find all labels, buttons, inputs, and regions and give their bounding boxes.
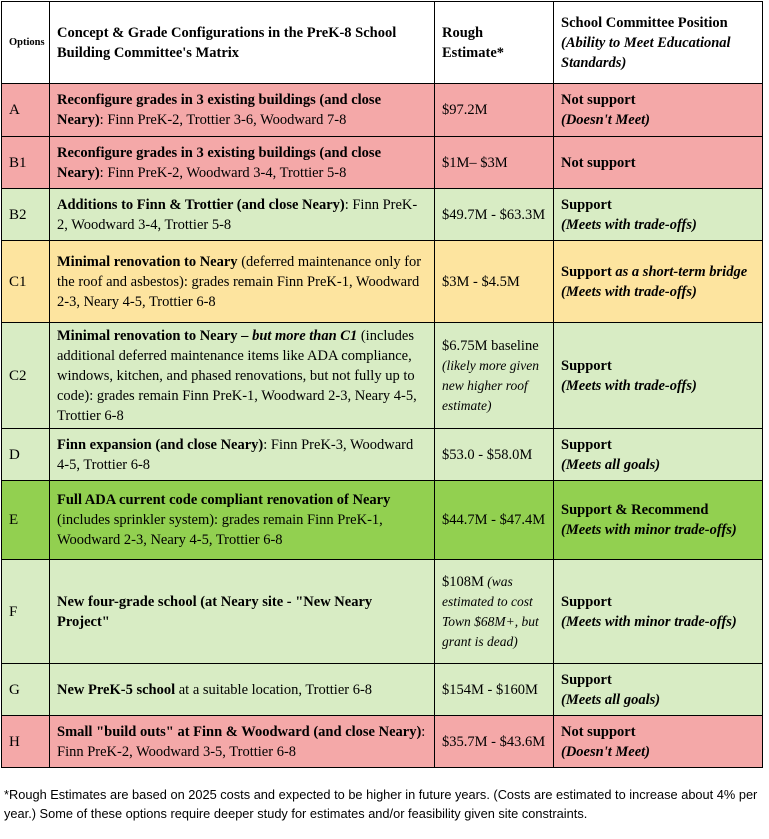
position-cell bbox=[554, 481, 763, 560]
concept-detail: (includes sprinkler system): grades remain Finn PreK-1, Woodward 2-3, Neary 4-5, Trottier 6-8 bbox=[57, 512, 383, 548]
position-label: Support bbox=[561, 671, 612, 688]
concept-title: New PreK-5 school bbox=[57, 681, 176, 698]
position-cell bbox=[554, 189, 763, 241]
concept-cell bbox=[50, 481, 435, 560]
position-cell bbox=[554, 560, 763, 664]
concept-title: Small "build outs" at Finn & Woodward (and close Neary) bbox=[57, 723, 422, 740]
concept-title: Full ADA current code compliant renovation of Neary bbox=[57, 492, 391, 508]
concept-title: Additions to Finn & Trottier (and close Neary) bbox=[57, 196, 345, 213]
position-cell bbox=[554, 664, 763, 716]
estimate-value: $108M bbox=[442, 573, 484, 590]
position-qualifier: as a short-term bridge bbox=[611, 263, 748, 280]
concept-detail: at a suitable location, Trottier 6-8 bbox=[175, 681, 373, 698]
position-label-text: Support bbox=[561, 263, 612, 280]
position-standard: (Doesn't Meet) bbox=[561, 112, 650, 128]
option-label: F bbox=[2, 560, 50, 664]
estimate-cell: $97.2M bbox=[435, 84, 554, 137]
position-label: Support bbox=[561, 436, 612, 453]
concept-title-emphasis: – but more than C1 bbox=[237, 327, 358, 344]
concept-cell bbox=[50, 664, 435, 716]
estimate-cell: $49.7M - $63.3M bbox=[435, 189, 554, 241]
concept-title: Minimal renovation to Neary bbox=[57, 327, 238, 344]
estimate-note: (likely more given new higher roof estimate) bbox=[442, 357, 539, 413]
position-label: Support bbox=[561, 196, 612, 213]
concept-cell bbox=[50, 560, 435, 664]
table-row bbox=[2, 84, 763, 137]
concept-title: Finn expansion (and close Neary) bbox=[57, 436, 264, 453]
position-cell bbox=[554, 323, 763, 429]
estimate-cell: $1M– $3M bbox=[435, 137, 554, 189]
table-row bbox=[2, 716, 763, 768]
concept-cell bbox=[50, 189, 435, 241]
position-standard: (Meets with minor trade-offs) bbox=[561, 522, 737, 538]
header-position-sub: (Ability to Meet Educational Standards) bbox=[561, 34, 731, 71]
option-label: B2 bbox=[2, 189, 50, 241]
option-label: C1 bbox=[2, 241, 50, 323]
table-row bbox=[2, 323, 763, 429]
position-label bbox=[561, 262, 756, 282]
table-row bbox=[2, 241, 763, 323]
concept-cell bbox=[50, 716, 435, 768]
concept-cell bbox=[50, 84, 435, 137]
position-standard: (Meets with minor trade-offs) bbox=[561, 613, 737, 630]
concept-detail: (includes additional deferred maintenance items like ADA compliance, windows, kitchen, and phased renovations, but not fully up to code): grades remain Finn PreK-1, Woodward 2-3, Neary 4-5, Trottier 6-8 bbox=[57, 327, 417, 424]
estimate-cell: $35.7M - $43.6M bbox=[435, 716, 554, 768]
table-header-row bbox=[2, 2, 763, 84]
concept-detail: : Finn PreK-2, Woodward 3-4, Trottier 5-8 bbox=[99, 164, 347, 181]
position-cell bbox=[554, 137, 763, 189]
position-standard: (Meets all goals) bbox=[561, 456, 661, 473]
table-row bbox=[2, 560, 763, 664]
concept-detail: (deferred maintenance only for the roof and asbestos): grades remain Finn PreK-1, Woodward 2-3, Neary 4-5, Trottier 6-8 bbox=[57, 253, 422, 310]
position-standard: (Meets with trade-offs) bbox=[561, 216, 697, 233]
concept-title: Reconfigure grades in 3 existing buildings (and close Neary) bbox=[57, 144, 381, 181]
position-label: Support bbox=[561, 593, 612, 610]
option-label: C2 bbox=[2, 323, 50, 429]
header-estimate: Rough Estimate* bbox=[435, 2, 554, 84]
concept-cell bbox=[50, 429, 435, 481]
option-label: H bbox=[2, 716, 50, 768]
position-standard: (Meets all goals) bbox=[561, 691, 661, 708]
concept-title: Minimal renovation to Neary bbox=[57, 253, 238, 270]
header-position-main: School Committee Position bbox=[561, 14, 728, 31]
concept-cell bbox=[50, 137, 435, 189]
table-row bbox=[2, 429, 763, 481]
header-options: Options bbox=[2, 2, 50, 84]
estimate-cell: $44.7M - $47.4M bbox=[435, 481, 554, 560]
position-label: Not support bbox=[561, 92, 636, 108]
concept-detail: : Finn PreK-2, Trottier 3-6, Woodward 7-8 bbox=[99, 112, 347, 128]
estimate-cell bbox=[435, 560, 554, 664]
option-label: E bbox=[2, 481, 50, 560]
option-label: D bbox=[2, 429, 50, 481]
concept-cell bbox=[50, 323, 435, 429]
concept-cell bbox=[50, 241, 435, 323]
concept-detail: : Finn PreK-2, Woodward 3-4, Trottier 5-8 bbox=[57, 196, 418, 233]
footnote: *Rough Estimates are based on 2025 costs and expected to be higher in future years. (Costs are estimated to increase about 4% per year.) Some of these options require deeper study for estimates and/or feasibility given site constraints. bbox=[4, 787, 758, 821]
position-cell bbox=[554, 241, 763, 323]
concept-detail: : Finn PreK-3, Woodward 4-5, Trottier 6-8 bbox=[57, 436, 414, 473]
position-label: Support bbox=[561, 357, 612, 374]
concept-title: New four-grade school (at Neary site - "New Neary Project" bbox=[57, 593, 373, 630]
position-cell bbox=[554, 716, 763, 768]
table-row bbox=[2, 664, 763, 716]
position-cell bbox=[554, 84, 763, 137]
estimate-value: $6.75M baseline bbox=[442, 337, 539, 354]
position-cell bbox=[554, 429, 763, 481]
options-matrix-table bbox=[1, 1, 763, 768]
estimate-cell: $3M - $4.5M bbox=[435, 241, 554, 323]
position-standard: (Meets with trade-offs) bbox=[561, 283, 697, 300]
table-row bbox=[2, 189, 763, 241]
position-standard: (Meets with trade-offs) bbox=[561, 377, 697, 394]
header-position bbox=[554, 2, 763, 84]
estimate-note: (was estimated to cost Town $68M+, but grant is dead) bbox=[442, 573, 539, 649]
table-row bbox=[2, 137, 763, 189]
estimate-cell: $53.0 - $58.0M bbox=[435, 429, 554, 481]
position-label: Support & Recommend bbox=[561, 502, 709, 518]
estimate-cell bbox=[435, 323, 554, 429]
concept-detail: : Finn PreK-2, Woodward 3-5, Trottier 6-8 bbox=[57, 723, 426, 760]
option-label: B1 bbox=[2, 137, 50, 189]
concept-title: Reconfigure grades in 3 existing buildings (and close Neary) bbox=[57, 92, 381, 128]
option-label: A bbox=[2, 84, 50, 137]
option-label: G bbox=[2, 664, 50, 716]
table-row bbox=[2, 481, 763, 560]
estimate-cell: $154M - $160M bbox=[435, 664, 554, 716]
position-label: Not support bbox=[561, 154, 636, 171]
position-label: Not support bbox=[561, 723, 636, 740]
position-standard: (Doesn't Meet) bbox=[561, 743, 650, 760]
header-concept: Concept & Grade Configurations in the PreK-8 School Building Committee's Matrix bbox=[50, 2, 435, 84]
